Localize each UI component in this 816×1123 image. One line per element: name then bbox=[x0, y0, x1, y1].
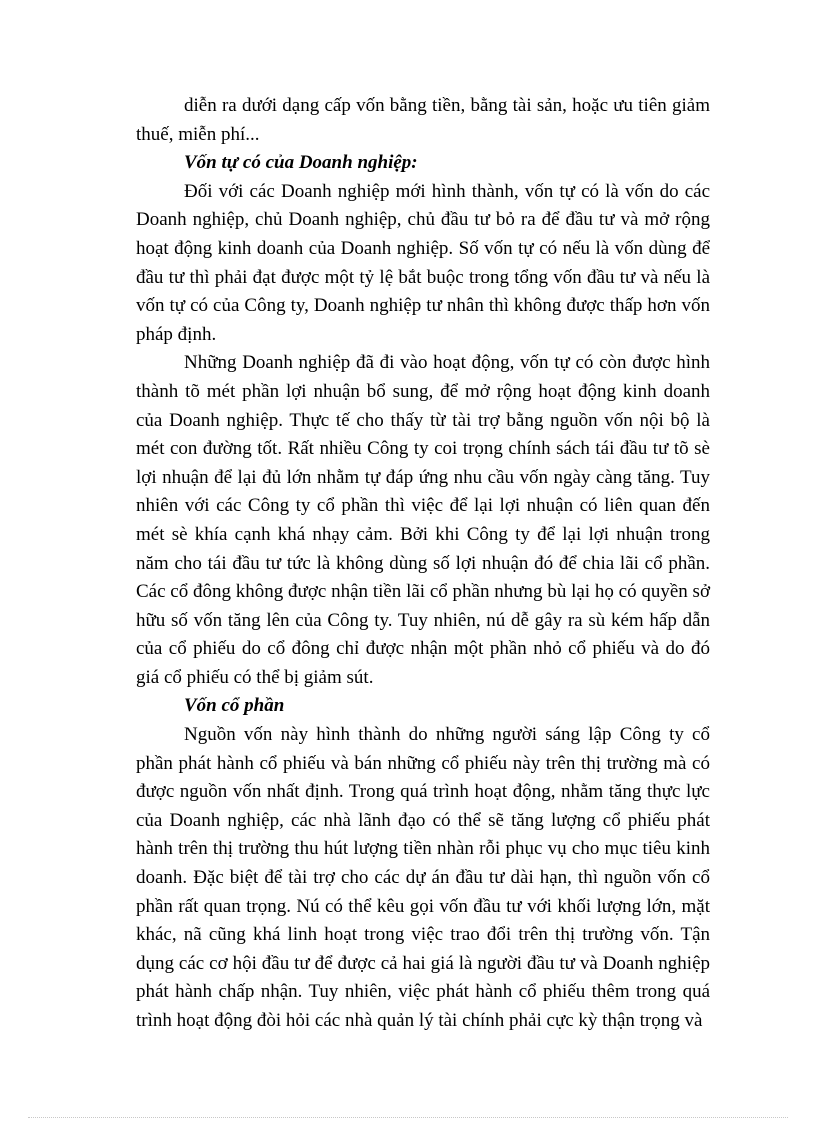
paragraph: Những Doanh nghiệp đã đi vào hoạt động, vốn tự có còn được hình thành tõ mét phần lợi nhuận bổ sung, để mở rộng hoạt động kinh doanh của Doanh nghiệp. Thực tế cho thấy từ tài trợ bằng nguồn vốn nội bộ là mét con đường tốt. Rất nhiều Công ty coi trọng chính sách tái đầu tư tõ sè lợi nhuận để lại đủ lớn nhằm tự đáp ứng nhu cầu vốn ngày càng tăng. Tuy nhiên với các Công ty cổ phần thì việc để lại lợi nhuận có liên quan đến mét sè khía cạnh khá nhạy cảm. Bởi khi Công ty để lại lợi nhuận trong năm cho tái đầu tư tức là không dùng số lợi nhuận đó để chia lãi cổ phần. Các cổ đông không được nhận tiền lãi cổ phần nhưng bù lại họ có quyền sở hữu số vốn tăng lên của Công ty. Tuy nhiên, nú dễ gây ra sù kém hấp dẫn của cổ phiếu do cổ đông chỉ được nhận một phần nhỏ cổ phiếu và do đó giá cổ phiếu có thể bị giảm sút. bbox=[136, 352, 710, 688]
section-heading: Vốn cổ phần bbox=[184, 695, 285, 717]
page-bottom-rule bbox=[28, 1117, 788, 1118]
section-heading: Vốn tự có của Doanh nghiệp: bbox=[184, 152, 418, 174]
document-body bbox=[136, 92, 710, 1036]
paragraph: Nguồn vốn này hình thành do những người sáng lập Công ty cổ phần phát hành cổ phiếu và bán những cổ phiếu này trên thị trường mà có được nguồn vốn nhất định. Trong quá trình hoạt động, nhằm tăng thực lực của Doanh nghiệp, các nhà lãnh đạo có thể sẽ tăng lượng cổ phiếu phát hành trên thị trường thu hút lượng tiền nhàn rỗi phục vụ cho mục tiêu kinh doanh. Đặc biệt để tài trợ cho các dự án đầu tư dài hạn, thì nguồn vốn cổ phần rất quan trọng. Nú có thể kêu gọi vốn đầu tư với khối lượng lớn, mặt khác, nã cũng khá linh hoạt trong việc trao đổi trên thị trường vốn. Tận dụng các cơ hội đầu tư để được cả hai giá là người đầu tư và Doanh nghiệp phát hành chấp nhận. Tuy nhiên, việc phát hành cổ phiếu thêm trong quá trình hoạt động đòi hỏi các nhà quản lý tài chính phải cực kỳ thận trọng và bbox=[136, 724, 710, 1031]
paragraph: diễn ra dưới dạng cấp vốn bằng tiền, bằng tài sản, hoặc ưu tiên giảm thuế, miễn phí... bbox=[136, 95, 710, 145]
paragraph: Đối với các Doanh nghiệp mới hình thành, vốn tự có là vốn do các Doanh nghiệp, chủ Doanh nghiệp, chủ đầu tư bỏ ra để đầu tư và mở rộng hoạt động kinh doanh của Doanh nghiệp. Số vốn tự có nếu là vốn dùng để đầu tư thì phải đạt được một tỷ lệ bắt buộc trong tổng vốn đầu tư và nếu là vốn tự có của Công ty, Doanh nghiệp tư nhân thì không được thấp hơn vốn pháp định. bbox=[136, 180, 710, 345]
